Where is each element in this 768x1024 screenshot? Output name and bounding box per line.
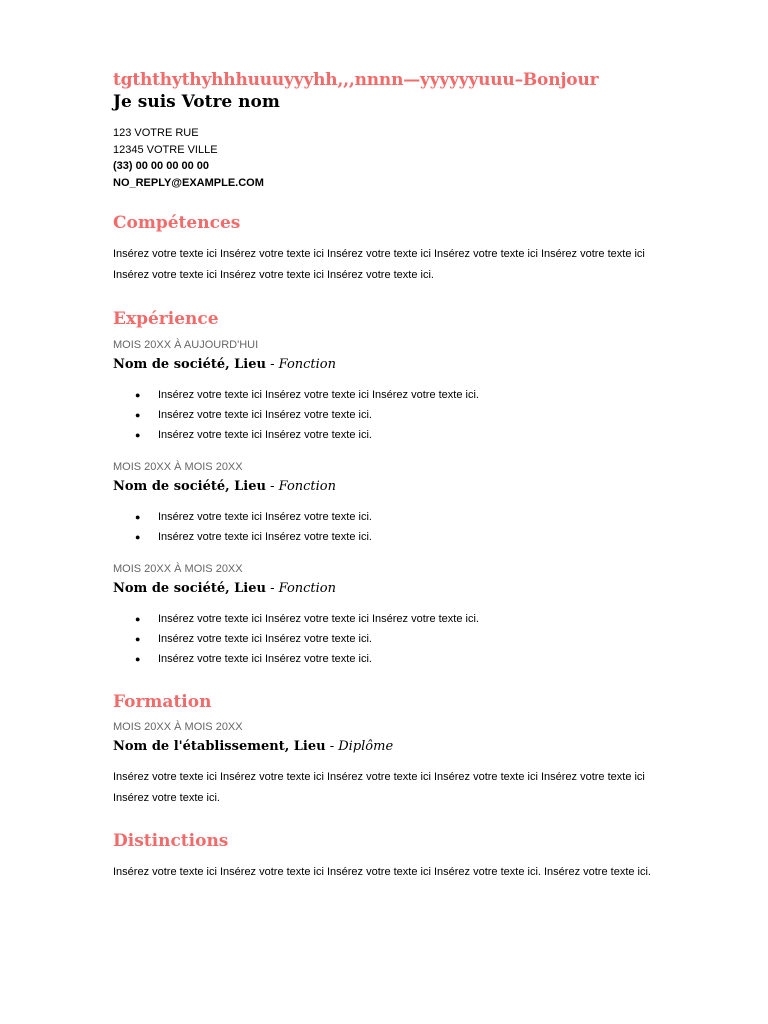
job-dates: MOIS 20XX À MOIS 20XX: [113, 461, 243, 473]
job-role: Fonction: [278, 581, 337, 596]
list-item: ● Insérez votre texte ici Insérez votre texte ici.: [113, 629, 658, 649]
list-item: ● Insérez votre texte ici Insérez votre texte ici.: [113, 405, 658, 425]
skills-text: Insérez votre texte ici Insérez votre texte ici Insérez votre texte ici Insérez votre texte ici Insérez votre texte ici Insérez votre texte ici Insérez votre texte ici Insérez votre texte ici.: [113, 248, 645, 281]
job-separator: -: [265, 581, 279, 596]
job-dates: MOIS 20XX À AUJOURD'HUI: [113, 339, 259, 351]
list-item: ● Insérez votre texte ici Insérez votre texte ici.: [113, 527, 658, 547]
job-role: Fonction: [278, 479, 337, 494]
job-bullets: [113, 507, 658, 547]
education-entry: [113, 720, 658, 809]
education-school: Nom de l'établissement, Lieu: [113, 739, 326, 754]
contact-email: NO_REPLY@EXAMPLE.COM: [113, 176, 264, 189]
job-title-line: [113, 356, 658, 374]
list-item: ● Insérez votre texte ici Insérez votre texte ici.: [113, 649, 658, 669]
job-entry-3: [113, 562, 658, 669]
job-separator: -: [265, 357, 279, 372]
education-dates: MOIS 20XX À MOIS 20XX: [113, 721, 243, 733]
contact-phone: (33) 00 00 00 00 00: [113, 160, 210, 172]
job-entry-2: [113, 460, 658, 547]
job-separator: -: [265, 479, 279, 494]
skills-heading: Compétences: [113, 213, 241, 233]
resume-content: [113, 68, 658, 883]
education-title-line: [113, 738, 658, 756]
list-item: ● Insérez votre texte ici Insérez votre texte ici.: [113, 425, 658, 445]
education-degree: Diplôme: [338, 739, 394, 754]
list-item: ● Insérez votre texte ici Insérez votre texte ici Insérez votre texte ici.: [113, 609, 658, 629]
list-item: ● Insérez votre texte ici Insérez votre texte ici.: [113, 507, 658, 527]
job-company: Nom de société, Lieu: [113, 357, 266, 372]
list-item: ● Insérez votre texte ici Insérez votre texte ici Insérez votre texte ici.: [113, 385, 658, 405]
job-dates: MOIS 20XX À MOIS 20XX: [113, 563, 243, 575]
job-title-line: [113, 478, 658, 496]
contact-street: 123 VOTRE RUE: [113, 127, 199, 139]
job-company: Nom de société, Lieu: [113, 479, 266, 494]
education-text: Insérez votre texte ici Insérez votre texte ici Insérez votre texte ici Insérez votre texte ici Insérez votre texte ici Insérez votre texte ici.: [113, 771, 645, 804]
contact-city: 12345 VOTRE VILLE: [113, 143, 218, 156]
job-entry-1: [113, 338, 658, 445]
job-company: Nom de société, Lieu: [113, 581, 266, 596]
experience-heading: Expérience: [113, 309, 219, 329]
job-title-line: [113, 580, 658, 598]
awards-text: Insérez votre texte ici Insérez votre texte ici Insérez votre texte ici Insérez votre texte ici. Insérez votre texte ici.: [113, 866, 651, 878]
education-heading: Formation: [113, 692, 212, 712]
education-separator: -: [325, 739, 339, 754]
job-role: Fonction: [278, 357, 337, 372]
person-name: Je suis Votre nom: [113, 92, 280, 112]
awards-heading: Distinctions: [113, 831, 229, 851]
job-bullets: [113, 385, 658, 445]
contact-block: [113, 125, 658, 191]
job-bullets: [113, 609, 658, 669]
document-title: tgththythyhhhuuuyyyhh,,,nnnn—yyyyyyuuu–Bonjour: [113, 70, 599, 90]
